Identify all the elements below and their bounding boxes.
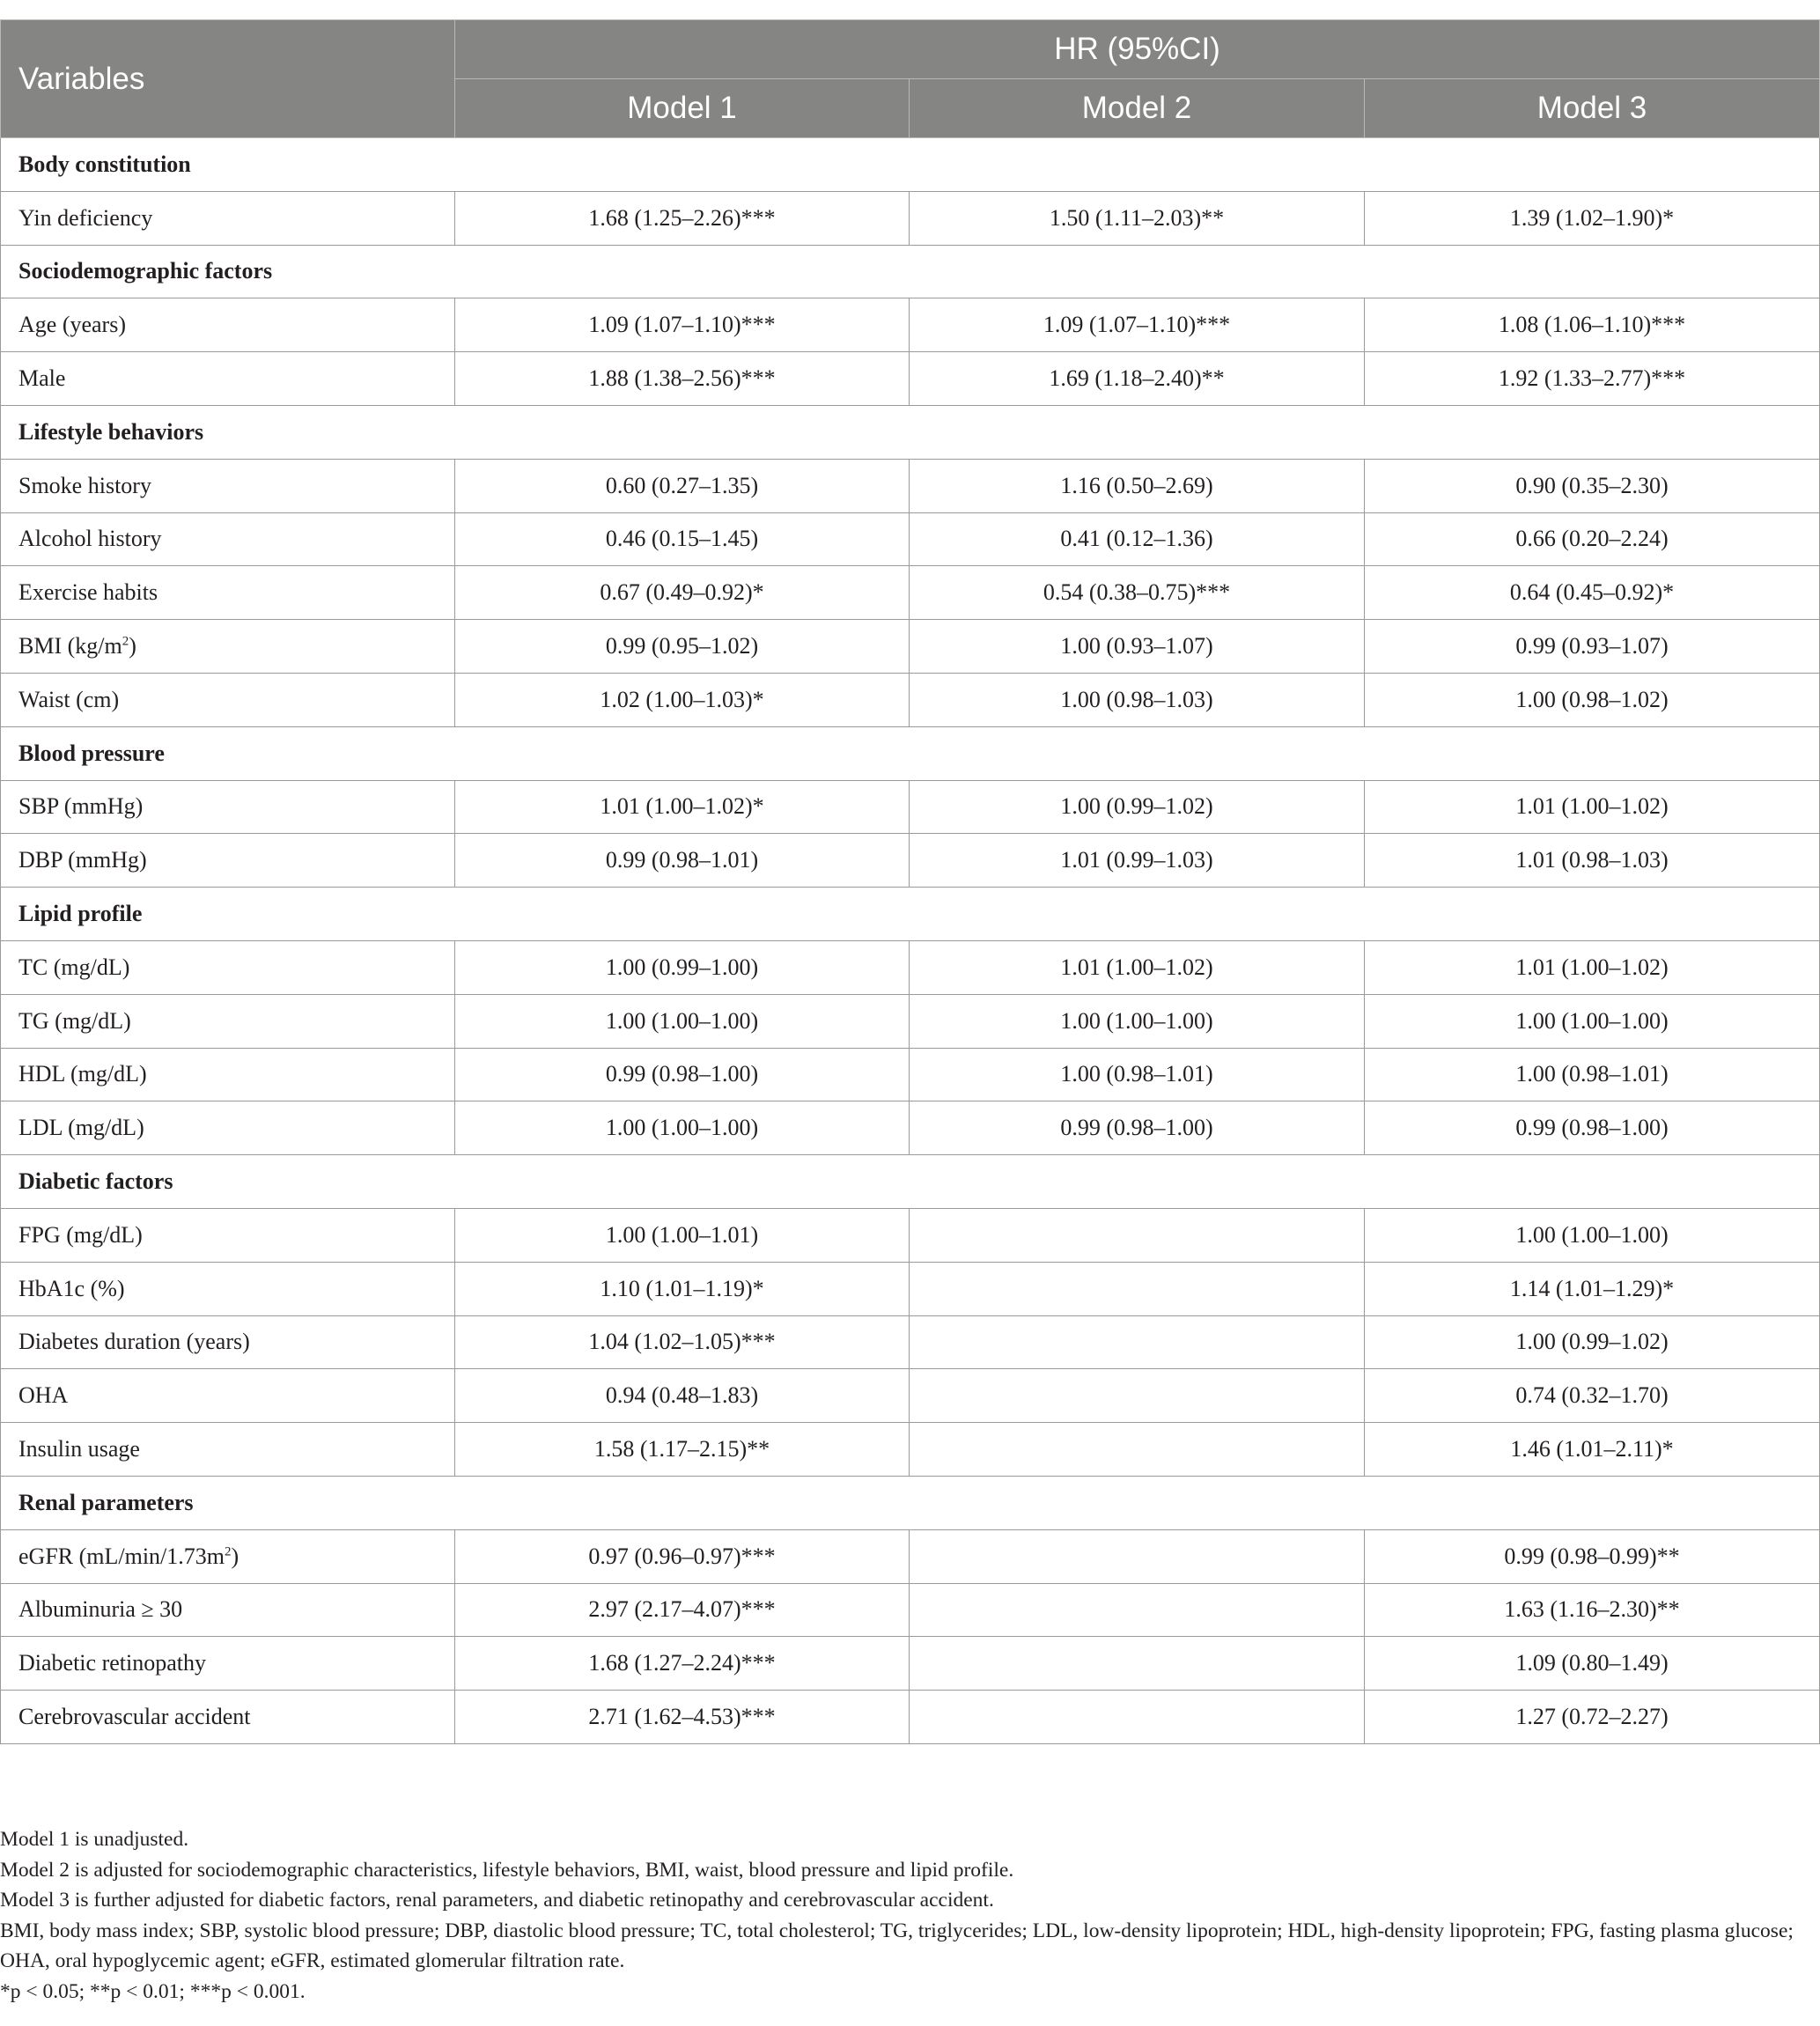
- model-1-value: 1.68 (1.27–2.24)***: [455, 1637, 910, 1691]
- table-row: [1, 780, 1820, 834]
- model-1-value: 0.99 (0.98–1.01): [455, 834, 910, 888]
- variable-label: [1, 191, 455, 245]
- model-2-value: 0.99 (0.98–1.00): [910, 1101, 1365, 1155]
- table-row: [1, 940, 1820, 994]
- model-2-value: 1.01 (1.00–1.02): [910, 940, 1365, 994]
- model-2-value: [910, 1637, 1365, 1691]
- model-3-header: Model 3: [1365, 79, 1820, 138]
- model-2-value: [910, 1208, 1365, 1262]
- section-title: Renal parameters: [1, 1476, 1820, 1529]
- section-title: Lipid profile: [1, 888, 1820, 941]
- variable-label: [1, 673, 455, 726]
- variable-label: [1, 834, 455, 888]
- model-1-value: 2.71 (1.62–4.53)***: [455, 1691, 910, 1744]
- model-3-value: 1.63 (1.16–2.30)**: [1365, 1583, 1820, 1637]
- model-3-value: 0.99 (0.93–1.07): [1365, 620, 1820, 674]
- section-title: Body constitution: [1, 138, 1820, 192]
- model-3-value: 1.92 (1.33–2.77)***: [1365, 352, 1820, 406]
- model-2-value: [910, 1262, 1365, 1315]
- table-row: [1, 298, 1820, 352]
- model-2-value: 1.00 (0.98–1.03): [910, 673, 1365, 726]
- model-3-value: 0.90 (0.35–2.30): [1365, 459, 1820, 512]
- variable-label-text: Cerebrovascular accident: [18, 1704, 251, 1729]
- section-title: Diabetic factors: [1, 1155, 1820, 1209]
- variable-label: [1, 1529, 455, 1583]
- model-3-value: 1.00 (0.98–1.02): [1365, 673, 1820, 726]
- table-row: [1, 1423, 1820, 1477]
- variable-label-suffix: ): [129, 633, 136, 659]
- variable-label-text: TC (mg/dL): [18, 954, 130, 980]
- table-row: [1, 834, 1820, 888]
- model-1-value: 1.68 (1.25–2.26)***: [455, 191, 910, 245]
- variable-label-text: SBP (mmHg): [18, 793, 144, 820]
- variable-label: [1, 1691, 455, 1744]
- model-3-value: 1.00 (1.00–1.00): [1365, 994, 1820, 1048]
- model-1-header: Model 1: [455, 79, 910, 138]
- variable-label: [1, 780, 455, 834]
- variable-label-text: HDL (mg/dL): [18, 1061, 147, 1087]
- table-row: [1, 1583, 1820, 1637]
- variable-label-text: eGFR (mL/min/1.73m: [18, 1543, 225, 1569]
- model-1-value: 0.94 (0.48–1.83): [455, 1369, 910, 1423]
- variables-header: Variables: [1, 20, 455, 138]
- model-1-value: 0.67 (0.49–0.92)*: [455, 566, 910, 620]
- model-3-value: 0.74 (0.32–1.70): [1365, 1369, 1820, 1423]
- variable-label-text: Diabetic retinopathy: [18, 1650, 206, 1676]
- model-3-value: 1.00 (0.98–1.01): [1365, 1048, 1820, 1101]
- model-2-value: [910, 1583, 1365, 1637]
- model-2-value: 1.00 (0.98–1.01): [910, 1048, 1365, 1101]
- table-row: [1, 1369, 1820, 1423]
- variable-label-text: Alcohol history: [18, 526, 162, 552]
- model-3-value: 0.66 (0.20–2.24): [1365, 512, 1820, 566]
- variable-label: [1, 1101, 455, 1155]
- variable-label: [1, 1637, 455, 1691]
- model-2-value: 1.69 (1.18–2.40)**: [910, 352, 1365, 406]
- variable-label: [1, 1048, 455, 1101]
- table-row: [1, 459, 1820, 512]
- variable-label: [1, 994, 455, 1048]
- variable-label: [1, 512, 455, 566]
- variable-label-text: Diabetes duration (years): [18, 1329, 250, 1355]
- note-significance: *p < 0.05; **p < 0.01; ***p < 0.001.: [0, 1979, 306, 2003]
- section-row: [1, 138, 1820, 192]
- model-2-value: 1.01 (0.99–1.03): [910, 834, 1365, 888]
- model-1-value: 1.09 (1.07–1.10)***: [455, 298, 910, 352]
- model-3-value: 1.39 (1.02–1.90)*: [1365, 191, 1820, 245]
- model-2-value: 1.09 (1.07–1.10)***: [910, 298, 1365, 352]
- table-row: [1, 566, 1820, 620]
- variable-label: [1, 1369, 455, 1423]
- table-row: [1, 1529, 1820, 1583]
- variable-label-text: TG (mg/dL): [18, 1007, 131, 1034]
- model-2-value: 1.50 (1.11–2.03)**: [910, 191, 1365, 245]
- model-1-value: 1.00 (1.00–1.00): [455, 1101, 910, 1155]
- variable-label: [1, 1208, 455, 1262]
- note-model-1: Model 1 is unadjusted.: [0, 1828, 189, 1851]
- superscript: 2: [225, 1543, 232, 1558]
- variable-label-text: Insulin usage: [18, 1436, 140, 1462]
- model-1-value: 1.01 (1.00–1.02)*: [455, 780, 910, 834]
- model-1-value: 1.04 (1.02–1.05)***: [455, 1315, 910, 1369]
- model-3-value: 1.01 (1.00–1.02): [1365, 940, 1820, 994]
- model-1-value: 0.97 (0.96–0.97)***: [455, 1529, 910, 1583]
- variable-label: [1, 298, 455, 352]
- model-1-value: 1.00 (1.00–1.00): [455, 994, 910, 1048]
- note-model-3: Model 3 is further adjusted for diabetic factors, renal parameters, and diabetic retinopathy and cerebrovascular accident.: [0, 1889, 994, 1912]
- table-row: [1, 1691, 1820, 1744]
- variable-label: [1, 1423, 455, 1477]
- model-2-header: Model 2: [910, 79, 1365, 138]
- variable-label: [1, 459, 455, 512]
- variable-label: [1, 940, 455, 994]
- model-3-value: 1.09 (0.80–1.49): [1365, 1637, 1820, 1691]
- variable-label-text: BMI (kg/m: [18, 633, 122, 659]
- variable-label: [1, 566, 455, 620]
- table-row: [1, 191, 1820, 245]
- model-2-value: 0.41 (0.12–1.36): [910, 512, 1365, 566]
- variable-label: [1, 352, 455, 406]
- model-3-value: 0.99 (0.98–1.00): [1365, 1101, 1820, 1155]
- table-row: [1, 1637, 1820, 1691]
- model-2-value: 0.54 (0.38–0.75)***: [910, 566, 1365, 620]
- variable-label-text: Waist (cm): [18, 686, 120, 712]
- model-3-value: 1.00 (0.99–1.02): [1365, 1315, 1820, 1369]
- variable-label-text: Age (years): [18, 312, 126, 338]
- variable-label-text: Male: [18, 365, 66, 392]
- variable-label-text: DBP (mmHg): [18, 847, 147, 873]
- model-1-value: 0.99 (0.95–1.02): [455, 620, 910, 674]
- model-2-value: 1.00 (0.99–1.02): [910, 780, 1365, 834]
- table-row: [1, 673, 1820, 726]
- variable-label-suffix: ): [231, 1543, 239, 1569]
- table-row: [1, 1048, 1820, 1101]
- variable-label-text: OHA: [18, 1382, 69, 1409]
- table-row: [1, 620, 1820, 674]
- section-row: [1, 888, 1820, 941]
- model-1-value: 1.02 (1.00–1.03)*: [455, 673, 910, 726]
- variable-label-text: Exercise habits: [18, 579, 158, 606]
- model-1-value: 1.88 (1.38–2.56)***: [455, 352, 910, 406]
- table-footnotes: [0, 1824, 1814, 2008]
- section-title: Blood pressure: [1, 726, 1820, 780]
- model-3-value: 1.14 (1.01–1.29)*: [1365, 1262, 1820, 1315]
- model-2-value: 1.16 (0.50–2.69): [910, 459, 1365, 512]
- model-1-value: 0.99 (0.98–1.00): [455, 1048, 910, 1101]
- model-2-value: 1.00 (0.93–1.07): [910, 620, 1365, 674]
- section-row: [1, 405, 1820, 459]
- table-row: [1, 1101, 1820, 1155]
- model-3-value: 1.27 (0.72–2.27): [1365, 1691, 1820, 1744]
- hazard-ratio-table: [0, 19, 1820, 1744]
- variable-label: [1, 1583, 455, 1637]
- table-row: [1, 1315, 1820, 1369]
- model-2-value: [910, 1369, 1365, 1423]
- table-row: [1, 512, 1820, 566]
- table-row: [1, 352, 1820, 406]
- superscript: 2: [122, 634, 129, 649]
- model-1-value: 0.46 (0.15–1.45): [455, 512, 910, 566]
- table-row: [1, 994, 1820, 1048]
- variable-label-text: Smoke history: [18, 472, 151, 498]
- model-2-value: [910, 1529, 1365, 1583]
- model-3-value: 1.00 (1.00–1.00): [1365, 1208, 1820, 1262]
- document-page: [0, 19, 1820, 2003]
- model-1-value: 1.00 (1.00–1.01): [455, 1208, 910, 1262]
- section-row: [1, 1476, 1820, 1529]
- table-row: [1, 1262, 1820, 1315]
- section-row: [1, 1155, 1820, 1209]
- model-2-value: [910, 1315, 1365, 1369]
- table-header: [1, 20, 1820, 138]
- model-1-value: 2.97 (2.17–4.07)***: [455, 1583, 910, 1637]
- variable-label: [1, 1315, 455, 1369]
- section-row: [1, 245, 1820, 298]
- table-row: [1, 1208, 1820, 1262]
- hr-group-header: HR (95%CI): [455, 20, 1820, 79]
- variable-label-text: HbA1c (%): [18, 1275, 125, 1301]
- model-1-value: 0.60 (0.27–1.35): [455, 459, 910, 512]
- model-3-value: 1.46 (1.01–2.11)*: [1365, 1423, 1820, 1477]
- section-title: Sociodemographic factors: [1, 245, 1820, 298]
- model-2-value: [910, 1691, 1365, 1744]
- note-model-2: Model 2 is adjusted for sociodemographic characteristics, lifestyle behaviors, BMI, waist, blood pressure and lipid profile.: [0, 1858, 1014, 1882]
- model-3-value: 0.99 (0.98–0.99)**: [1365, 1529, 1820, 1583]
- model-2-value: 1.00 (1.00–1.00): [910, 994, 1365, 1048]
- note-abbreviations: BMI, body mass index; SBP, systolic blood pressure; DBP, diastolic blood pressure; TC, total cholesterol; TG, triglycerides; LDL, low-density lipoprotein; HDL, high-density lipoprotein; FPG, fasting plasma glucose; OHA, oral hypoglycemic agent; eGFR, estimated glomerular filtration rate.: [0, 1919, 1794, 1973]
- model-3-value: 0.64 (0.45–0.92)*: [1365, 566, 1820, 620]
- model-3-value: 1.08 (1.06–1.10)***: [1365, 298, 1820, 352]
- section-row: [1, 726, 1820, 780]
- variable-label-text: Yin deficiency: [18, 204, 153, 231]
- model-1-value: 1.00 (0.99–1.00): [455, 940, 910, 994]
- model-1-value: 1.10 (1.01–1.19)*: [455, 1262, 910, 1315]
- table-body: [1, 138, 1820, 1744]
- model-3-value: 1.01 (0.98–1.03): [1365, 834, 1820, 888]
- variable-label-text: FPG (mg/dL): [18, 1221, 143, 1248]
- variable-label-text: Albuminuria ≥ 30: [18, 1596, 183, 1623]
- variable-label-text: LDL (mg/dL): [18, 1115, 144, 1141]
- section-title: Lifestyle behaviors: [1, 405, 1820, 459]
- model-3-value: 1.01 (1.00–1.02): [1365, 780, 1820, 834]
- model-2-value: [910, 1423, 1365, 1477]
- model-1-value: 1.58 (1.17–2.15)**: [455, 1423, 910, 1477]
- variable-label: [1, 1262, 455, 1315]
- variable-label: [1, 620, 455, 674]
